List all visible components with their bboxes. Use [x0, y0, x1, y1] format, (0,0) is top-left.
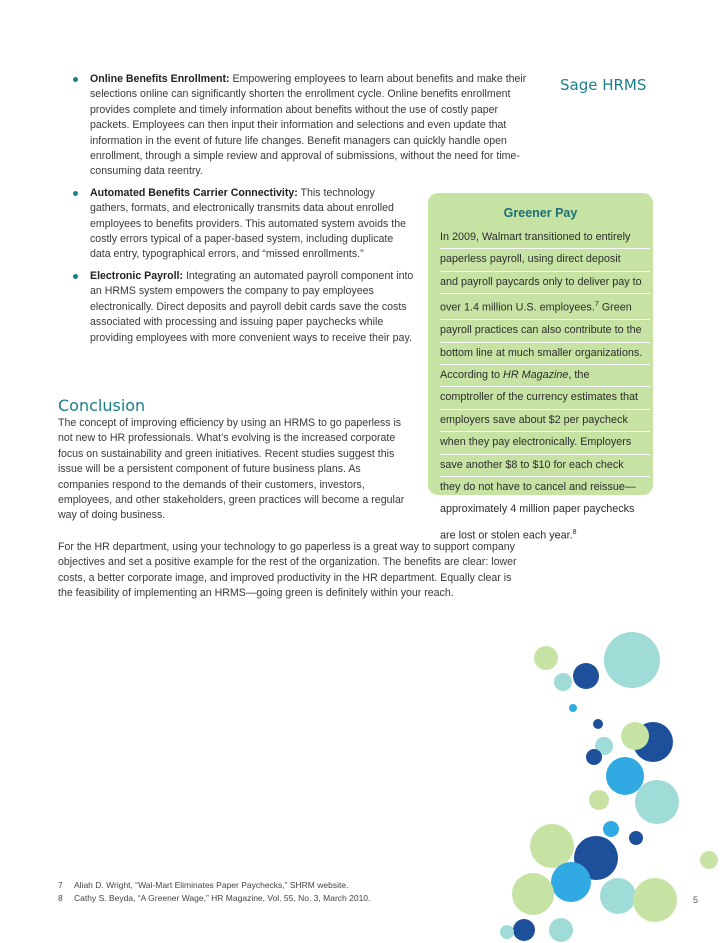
lime-circle [512, 873, 554, 915]
sidebar-line: approximately 4 million paper paychecks [440, 499, 650, 521]
conclusion-heading: Conclusion [58, 396, 146, 415]
sidebar-line: and payroll paycards only to deliver pay to [440, 272, 650, 294]
lime-circle [534, 646, 558, 670]
droplet-pattern-illustration [500, 632, 718, 942]
sky-circle [603, 821, 619, 837]
bullet-title: Automated Benefits Carrier Connectivity: [90, 186, 298, 199]
footnote-number: 7 [58, 880, 63, 890]
bullet-title: Electronic Payroll: [90, 269, 184, 282]
lime-circle [621, 722, 649, 750]
footnote-ref: 8 [572, 528, 577, 536]
navy-circle [573, 663, 599, 689]
footnote-text: Aliah D. Wright, “Wal-Mart Eliminates Paper Paychecks,” SHRM website. [74, 880, 349, 890]
footnote-ref: 7 [594, 301, 599, 309]
conclusion-paragraph: The concept of improving efficiency by using an HRMS to go paperless is not new to HR professionals. What’s evolving is the increased corporate focus on sustainability and green initiatives. Recent studies suggest this issue will be a persistent component of future business plans. As companies respond to the demands of their customers, investors, employees, and other stakeholders, green practices will become a regular way of doing business. [58, 417, 405, 522]
bullet-text: Empowering employees to learn about benefits and make their selections online can significantly shorten the enrollment cycle. Online benefits enrollment provides complete and timely information about benefits without the use of costly paper packets. Employees can then input their information and selections and even update that information in the event of future life changes. Benefit managers can quickly handle open enrollment, through a simple review and approval of submissions, without the need for time-consuming data reentry. [90, 73, 527, 178]
sidebar-line: bottom line at much smaller organizations. [440, 343, 650, 365]
aqua-circle [604, 632, 660, 688]
sidebar-line: when they pay electronically. Employers [440, 432, 650, 454]
sidebar-line: In 2009, Walmart transitioned to entirely [440, 227, 650, 249]
lime-circle [700, 851, 718, 869]
sidebar-text: over 1.4 million U.S. employees. [440, 301, 595, 314]
navy-dot [593, 719, 603, 729]
sidebar-text: According to [440, 369, 504, 382]
sidebar-line: payroll practices can also contribute to the [440, 320, 650, 342]
aqua-circle [554, 673, 572, 691]
sidebar-line: they do not have to cancel and reissue— [440, 477, 650, 499]
sidebar-text: , the [568, 369, 590, 382]
bullet-title: Online Benefits Enrollment: [90, 73, 230, 85]
navy-circle [513, 919, 535, 941]
sidebar-line: paperless payroll, using direct deposit [440, 249, 650, 271]
page-number: 5 [693, 895, 699, 905]
bullet-text: This technology gathers, formats, and electronically transmits data about enrolled employees to benefits providers. This automated system avoids the costly errors typical of a paper-based system, including duplicate data entry, typographical errors, and “missed enrollments.” [90, 186, 407, 261]
brand-logo: Sage HRMS [560, 76, 647, 94]
hr-department-paragraph: For the HR department, using your technology to go paperless is a great way to support company objectives and set a positive example for the rest of the organization. The benefits are clear: lower costs, a better corporate image, and improved productivity in the HR department. Equally clear is the feasibility of implementing an HRMS—going green is definitely within your reach. [58, 541, 517, 600]
sky-circle [606, 757, 644, 795]
bullet-text: Integrating an automated payroll component into an HRMS system empowers the company to pay employees electronically. Direct deposits and payroll debit cards save the costs associated with processing and issuing paper paychecks while providing employees with more convenient ways to receive their pay. [90, 269, 414, 344]
lime-circle [530, 824, 574, 868]
navy-circle [629, 831, 643, 845]
aqua-circle [549, 918, 573, 942]
sky-circle [551, 862, 591, 902]
footnote-text: Cathy S. Beyda, “A Greener Wage,” HR Magazine, Vol. 55, No. 3, March 2010. [74, 893, 371, 903]
sidebar-line: employers save about $2 per paycheck [440, 410, 650, 432]
navy-circle [586, 749, 602, 765]
aqua-circle [600, 878, 636, 914]
sidebar-line: save another $8 to $10 for each check [440, 455, 650, 477]
sidebar-title: Greener Pay [503, 206, 578, 220]
lime-circle [633, 878, 677, 922]
footnote-number: 8 [58, 893, 63, 903]
aqua-circle [635, 780, 679, 824]
magazine-title: HR Magazine [503, 369, 569, 382]
sidebar-line: comptroller of the currency estimates that [440, 387, 650, 409]
lime-circle [589, 790, 609, 810]
sky-dot [569, 704, 577, 712]
sidebar-text: are lost or stolen each year. [440, 529, 573, 542]
aqua-circle [500, 925, 514, 939]
sidebar-text: Green [598, 301, 632, 314]
